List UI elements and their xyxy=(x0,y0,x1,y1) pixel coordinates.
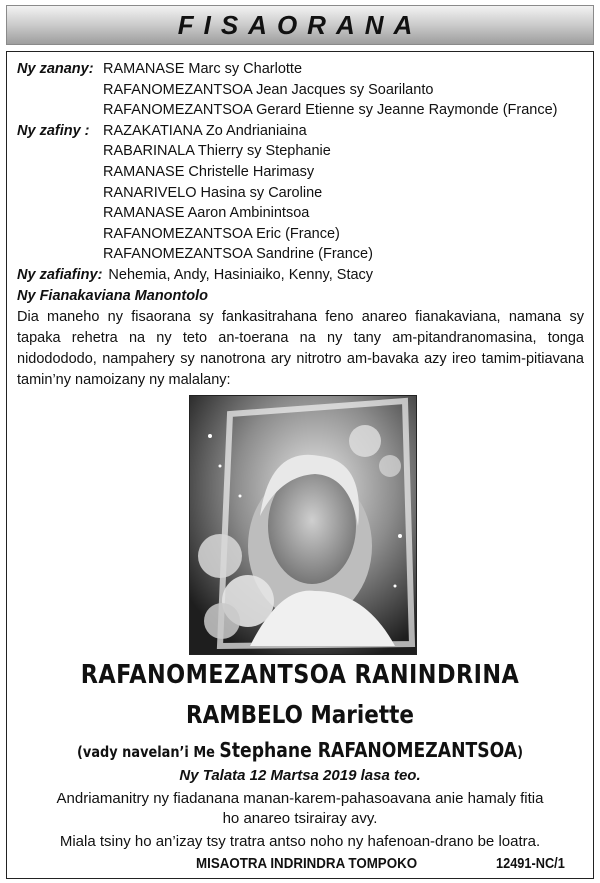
zafiny-item: RANARIVELO Hasina sy Caroline xyxy=(103,184,323,201)
zanany-label: Ny zanany: xyxy=(17,61,94,77)
zanany-row xyxy=(17,59,587,80)
apology-line: Miala tsiny ho an’izay tsy tratra antso noho ny hafenoan-drano be loatra. xyxy=(59,833,541,850)
deceased-name-line1: RAFANOMEZANTSOA RANINDRINA xyxy=(80,660,520,690)
zafiny-item: RABARINALA Thierry sy Stephanie xyxy=(103,143,331,160)
signature-text: MISAOTRA INDRINDRA TOMPOKO xyxy=(196,856,418,872)
spouse-line xyxy=(42,738,558,762)
deceased-name-line2: RAMBELO Mariette xyxy=(186,700,414,729)
zanany-item: RAMANASE Marc sy Charlotte xyxy=(103,61,303,77)
zafiafiny-list: Nehemia, Andy, Hasiniaiko, Kenny, Stacy xyxy=(108,266,374,283)
spouse-suffix: ) xyxy=(517,743,523,761)
zanany-item: RAFANOMEZANTSOA Jean Jacques sy Soarilanto xyxy=(103,81,434,98)
family-heading: Ny Fianakaviana Manontolo xyxy=(17,287,208,304)
zafiny-label: Ny zafiny : xyxy=(17,122,90,139)
portrait-illustration xyxy=(190,396,417,655)
zafiny-row xyxy=(17,162,587,183)
thanks-paragraph: Dia maneho ny fisaorana sy fankasitrahana feno anareo fianakaviana, namana sy tapaka rehetra na ny teto an-toerana na ny tany am-pitandranomasina, tonga nidodododo, nampahery sy nanotrona ary nitrotro am-bavaka azy ireo tamim-pitiavana tamin’ny namoizany ny malalany: xyxy=(17,309,584,388)
zafiafiny-row xyxy=(17,265,587,286)
spouse-prefix: (vady navelan’i Me xyxy=(77,743,220,761)
zanany-row xyxy=(17,100,587,121)
blessing-line1: Andriamanitry ny fiadanana manan-karem-pahasoavana anie hamaly fitia xyxy=(56,790,544,807)
zafiny-row xyxy=(17,224,587,245)
zafiny-row xyxy=(17,203,587,224)
death-date: Ny Talata 12 Martsa 2019 lasa teo. xyxy=(179,767,421,784)
zafiny-row xyxy=(17,183,587,204)
reference-number: 12491-NC/1 xyxy=(496,856,565,872)
zafiny-item: RAFANOMEZANTSOA Eric (France) xyxy=(103,225,340,242)
zafiny-row xyxy=(17,121,587,142)
zafiny-row xyxy=(17,244,587,265)
zafiny-item: RAFANOMEZANTSOA Sandrine (France) xyxy=(103,246,373,263)
spouse-name: Stephane RAFANOMEZANTSOA xyxy=(219,738,518,762)
header-title: FISAORANA xyxy=(177,9,423,40)
zanany-row xyxy=(17,80,587,101)
family-list xyxy=(17,59,587,306)
zanany-item: RAFANOMEZANTSOA Gerard Etienne sy Jeanne Raymonde (France) xyxy=(103,102,558,119)
zafiny-item: RAZAKATIANA Zo Andrianiaina xyxy=(103,122,307,139)
header-banner xyxy=(6,5,594,45)
zafiny-item: RAMANASE Christelle Harimasy xyxy=(103,163,315,180)
zafiny-row xyxy=(17,141,587,162)
zafiny-item: RAMANASE Aaron Ambinintsoa xyxy=(103,205,310,222)
portrait-photo xyxy=(189,395,417,655)
zafiafiny-label: Ny zafiafiny: xyxy=(17,266,103,283)
blessing-line2: ho anareo tsirairay avy. xyxy=(222,810,378,827)
